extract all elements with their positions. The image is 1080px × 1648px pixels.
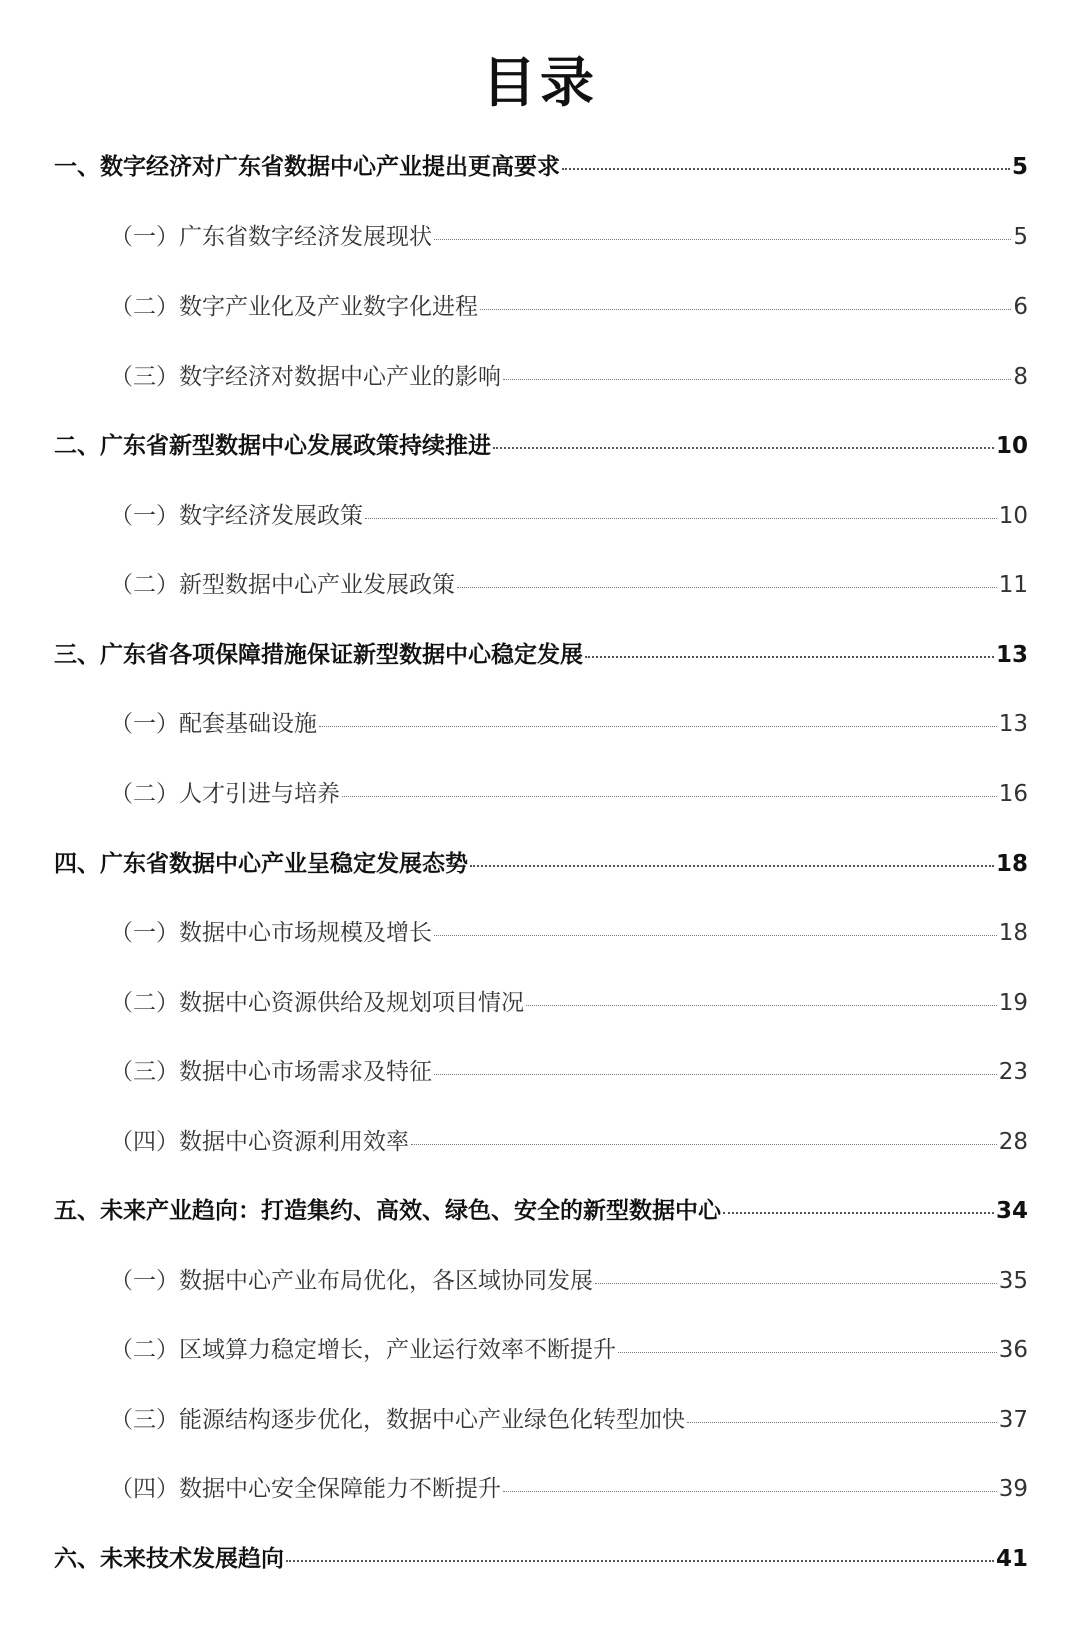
- toc-entry-label: 一、数字经济对广东省数据中心产业提出更高要求: [54, 154, 560, 180]
- dot-leader: [434, 935, 997, 936]
- toc-entry-label: （一）配套基础设施: [110, 711, 317, 737]
- toc-entry-label: （三）数据中心市场需求及特征: [110, 1059, 432, 1085]
- toc-entry-label: （三）能源结构逐步优化，数据中心产业绿色化转型加快: [110, 1407, 685, 1433]
- dot-leader: [503, 1491, 997, 1492]
- toc-page-number: 19: [998, 990, 1028, 1016]
- dot-leader: [470, 865, 994, 867]
- toc-page-number: 41: [995, 1546, 1028, 1572]
- toc-page-number: 39: [998, 1476, 1028, 1502]
- toc-subsection-4-4[interactable]: [110, 1123, 1028, 1156]
- toc-subsection-4-3[interactable]: [110, 1053, 1028, 1086]
- dot-leader: [434, 239, 1011, 240]
- toc-entry-label: （四）数据中心安全保障能力不断提升: [110, 1476, 501, 1502]
- toc-section-4[interactable]: [54, 845, 1028, 878]
- toc-page-number: 5: [1013, 224, 1028, 250]
- toc-page-number: 36: [998, 1337, 1028, 1363]
- toc-entry-label: （二）数字产业化及产业数字化进程: [110, 294, 478, 320]
- dot-leader: [342, 796, 997, 797]
- toc-subsection-2-2[interactable]: [110, 566, 1028, 599]
- toc-entry-label: 四、广东省数据中心产业呈稳定发展态势: [54, 851, 468, 877]
- toc-subsection-5-3[interactable]: [110, 1401, 1028, 1434]
- dot-leader: [723, 1212, 994, 1214]
- toc-entry-label: （二）区域算力稳定增长，产业运行效率不断提升: [110, 1337, 616, 1363]
- toc-page-number: 16: [998, 781, 1028, 807]
- toc-page-number: 8: [1013, 364, 1028, 390]
- toc-page-number: 28: [998, 1129, 1028, 1155]
- dot-leader: [480, 309, 1011, 310]
- toc-page-number: 35: [998, 1268, 1028, 1294]
- dot-leader: [585, 656, 994, 658]
- toc-subsection-5-2[interactable]: [110, 1331, 1028, 1364]
- dot-leader: [503, 379, 1011, 380]
- toc-page-number: 6: [1013, 294, 1028, 320]
- toc-entry-label: （三）数字经济对数据中心产业的影响: [110, 364, 501, 390]
- toc-entry-label: （一）数字经济发展政策: [110, 503, 363, 529]
- toc-section-2[interactable]: [54, 427, 1028, 460]
- page-title: 目录: [482, 51, 598, 114]
- dot-leader: [411, 1144, 997, 1145]
- toc-subsection-3-2[interactable]: [110, 775, 1028, 808]
- dot-leader: [319, 726, 997, 727]
- toc-subsection-1-2[interactable]: [110, 288, 1028, 321]
- toc-subsection-5-4[interactable]: [110, 1470, 1028, 1503]
- dot-leader: [365, 518, 997, 519]
- dot-leader: [434, 1074, 997, 1075]
- dot-leader: [618, 1352, 997, 1353]
- toc-entry-label: （二）数据中心资源供给及规划项目情况: [110, 990, 524, 1016]
- toc-subsection-5-1[interactable]: [110, 1262, 1028, 1295]
- toc-page-number: 10: [998, 503, 1028, 529]
- toc-section-3[interactable]: [54, 636, 1028, 669]
- toc-page-number: 11: [998, 572, 1028, 598]
- toc-page-number: 37: [998, 1407, 1028, 1433]
- dot-leader: [457, 587, 997, 588]
- dot-leader: [687, 1422, 997, 1423]
- toc-entry-label: 五、未来产业趋向：打造集约、高效、绿色、安全的新型数据中心: [54, 1198, 721, 1224]
- toc-entry-label: （一）数据中心产业布局优化，各区域协同发展: [110, 1268, 593, 1294]
- toc-entry-label: 二、广东省新型数据中心发展政策持续推进: [54, 433, 491, 459]
- toc-section-1[interactable]: [54, 148, 1028, 181]
- toc-section-6[interactable]: [54, 1540, 1028, 1573]
- toc-subsection-1-3[interactable]: [110, 358, 1028, 391]
- toc-page-number: 13: [998, 711, 1028, 737]
- toc-page-number: 10: [995, 433, 1028, 459]
- toc-entry-label: （一）广东省数字经济发展现状: [110, 224, 432, 250]
- toc-subsection-1-1[interactable]: [110, 218, 1028, 251]
- toc-entry-label: 三、广东省各项保障措施保证新型数据中心稳定发展: [54, 642, 583, 668]
- dot-leader: [286, 1560, 994, 1562]
- toc-subsection-3-1[interactable]: [110, 705, 1028, 738]
- toc-entry-label: 六、未来技术发展趋向: [54, 1546, 284, 1572]
- dot-leader: [595, 1283, 997, 1284]
- dot-leader: [562, 168, 1010, 170]
- toc-entry-label: （二）新型数据中心产业发展政策: [110, 572, 455, 598]
- toc-entry-label: （二）人才引进与培养: [110, 781, 340, 807]
- toc-page-number: 23: [998, 1059, 1028, 1085]
- toc-page-number: 5: [1011, 154, 1028, 180]
- toc-subsection-2-1[interactable]: [110, 497, 1028, 530]
- toc-page-number: 18: [998, 920, 1028, 946]
- dot-leader: [493, 447, 994, 449]
- toc-page-number: 34: [995, 1198, 1028, 1224]
- toc-page-number: 18: [995, 851, 1028, 877]
- dot-leader: [526, 1005, 997, 1006]
- toc-entry-label: （一）数据中心市场规模及增长: [110, 920, 432, 946]
- toc-section-5[interactable]: [54, 1192, 1028, 1225]
- toc-entry-label: （四）数据中心资源利用效率: [110, 1129, 409, 1155]
- toc-subsection-4-2[interactable]: [110, 984, 1028, 1017]
- toc-page-number: 13: [995, 642, 1028, 668]
- toc-subsection-4-1[interactable]: [110, 914, 1028, 947]
